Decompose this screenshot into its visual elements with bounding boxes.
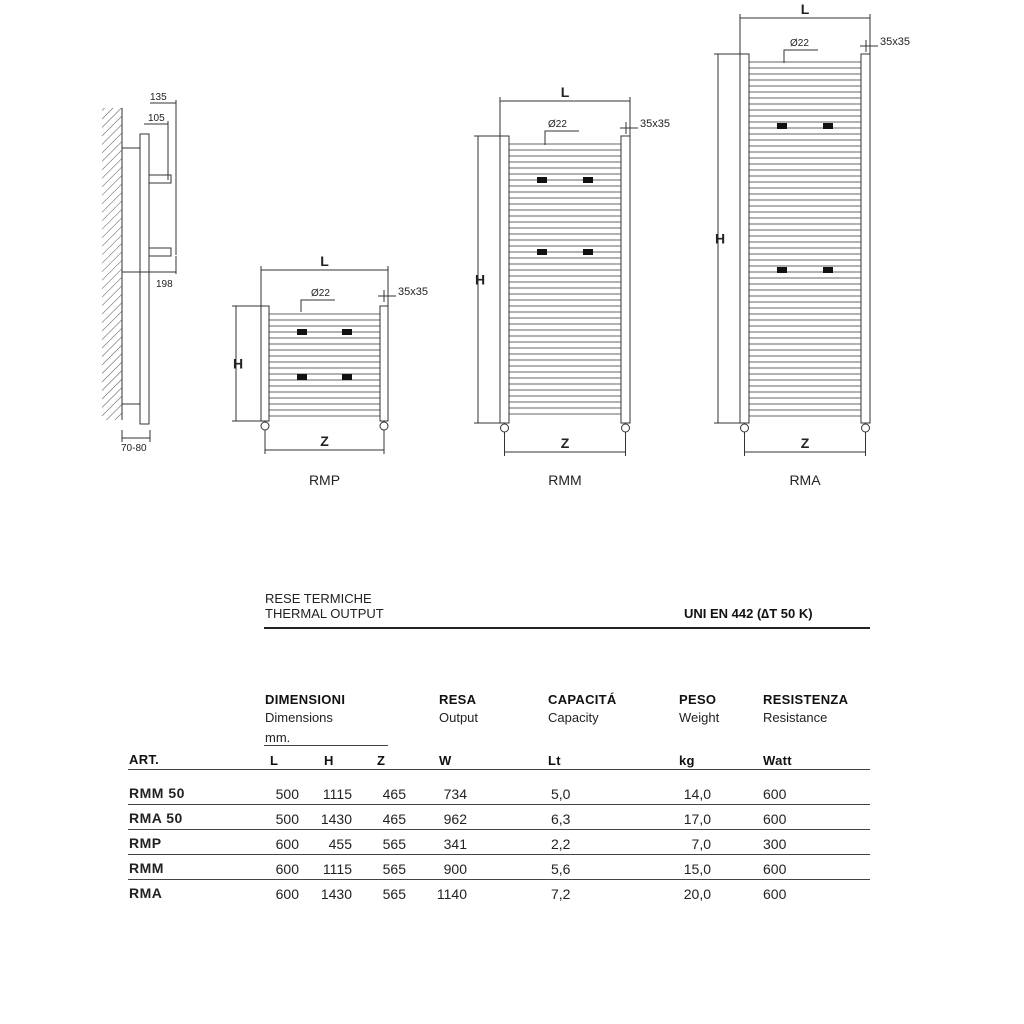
cell-art: RMP: [129, 835, 162, 851]
bracket-block: [583, 249, 593, 255]
col-resistenza: RESISTENZA: [763, 692, 849, 707]
title-rule: [264, 627, 870, 629]
cell-kg: 17,0: [683, 811, 711, 827]
dim-h-label: H: [474, 271, 486, 288]
wall-hatching: [102, 108, 122, 420]
cell-l: 500: [275, 811, 299, 827]
cell-w: 1140: [436, 886, 467, 902]
right-collector: [380, 306, 388, 421]
cell-art: RMM 50: [129, 785, 185, 801]
bracket-block: [823, 123, 833, 129]
dim-70-80-label: 70-80: [121, 443, 147, 454]
dim-z-label: Z: [800, 435, 810, 451]
cell-watt: 600: [763, 811, 787, 827]
col-peso: PESO: [679, 692, 717, 707]
unit-h: H: [324, 753, 334, 768]
cell-l: 500: [275, 786, 299, 802]
side-view: [102, 100, 176, 442]
cell-lt: 6,3: [551, 811, 571, 827]
cell-h: 1115: [322, 786, 352, 802]
unit-watt: Watt: [763, 753, 792, 768]
cell-z: 565: [382, 861, 406, 877]
cell-art: RMM: [129, 860, 164, 876]
valve-icon: [622, 424, 630, 432]
col-capacita: CAPACITÁ: [548, 692, 617, 707]
section-size-label: 35x35: [880, 36, 910, 48]
col-output-en: Output: [439, 710, 479, 725]
col-resistance-en: Resistance: [763, 710, 828, 725]
bracket-block: [297, 374, 307, 380]
col-weight-en: Weight: [679, 710, 720, 725]
cell-w: 962: [443, 811, 467, 827]
cell-z: 465: [382, 786, 406, 802]
cell-lt: 2,2: [551, 836, 571, 852]
dim-135-label: 135: [150, 92, 167, 103]
cell-l: 600: [275, 861, 299, 877]
left-collector: [500, 136, 509, 423]
radiator-rmm: [474, 97, 638, 456]
row-rule: [128, 879, 870, 880]
col-dimensioni: DIMENSIONI: [265, 692, 346, 707]
left-collector: [261, 306, 269, 421]
cell-watt: 600: [763, 861, 787, 877]
dim-105-label: 105: [148, 113, 165, 124]
right-collector: [621, 136, 630, 423]
cell-kg: 15,0: [683, 861, 711, 877]
standard-label: UNI EN 442 (∆T 50 K): [684, 606, 813, 621]
cell-h: 1430: [320, 811, 352, 827]
cell-l: 600: [275, 836, 299, 852]
unit-l: L: [270, 753, 279, 768]
tube-diameter-label: Ø22: [790, 38, 809, 49]
cell-h: 455: [328, 836, 352, 852]
dim-h-label: H: [714, 230, 726, 247]
cell-w: 900: [443, 861, 467, 877]
cell-kg: 7,0: [691, 836, 711, 852]
model-name-label: RMA: [789, 472, 821, 488]
cell-watt: 600: [763, 886, 787, 902]
header-rule: [128, 769, 870, 770]
bracket-block: [777, 267, 787, 273]
col-dimensions-en: Dimensions: [265, 710, 333, 725]
title-english: THERMAL OUTPUT: [265, 606, 384, 621]
section-size-label: 35x35: [398, 286, 428, 298]
unit-w: W: [439, 753, 452, 768]
valve-icon: [501, 424, 509, 432]
cell-watt: 600: [763, 786, 787, 802]
valve-icon: [261, 422, 269, 430]
bracket-block: [777, 123, 787, 129]
side-profile: [140, 134, 149, 424]
radiator-rma: [714, 14, 878, 456]
cell-kg: 14,0: [683, 786, 711, 802]
cell-art: RMA 50: [129, 810, 183, 826]
model-name-label: RMM: [548, 472, 582, 488]
cell-art: RMA: [129, 885, 163, 901]
cell-kg: 20,0: [683, 886, 711, 902]
dim-z-label: Z: [320, 433, 329, 449]
rail-bottom: [149, 248, 171, 256]
bracket-block: [823, 267, 833, 273]
cell-watt: 300: [763, 836, 787, 852]
dim-l-label: L: [560, 84, 570, 100]
row-rule: [128, 804, 870, 805]
tube-leader: [784, 50, 818, 63]
bracket-block: [537, 177, 547, 183]
cell-z: 565: [382, 836, 406, 852]
bracket-block: [583, 177, 593, 183]
cell-z: 565: [382, 886, 406, 902]
tube-diameter-label: Ø22: [311, 288, 330, 299]
col-dimensions-unit: mm.: [265, 730, 291, 745]
cell-h: 1115: [322, 861, 352, 877]
row-rule: [128, 854, 870, 855]
valve-icon: [380, 422, 388, 430]
valve-icon: [862, 424, 870, 432]
tube-leader: [301, 300, 335, 312]
bracket-block: [342, 329, 352, 335]
dim-h-label: H: [232, 355, 244, 372]
left-collector: [740, 54, 749, 423]
row-rule: [128, 829, 870, 830]
art-label: ART.: [129, 752, 160, 767]
cell-w: 734: [443, 786, 467, 802]
cell-h: 1430: [320, 886, 352, 902]
bracket-block: [342, 374, 352, 380]
tube-diameter-label: Ø22: [548, 119, 567, 130]
dim-l-label: L: [800, 1, 810, 17]
cell-lt: 5,0: [551, 786, 571, 802]
unit-kg: kg: [679, 753, 695, 768]
unit-lt: Lt: [548, 753, 561, 768]
valve-icon: [741, 424, 749, 432]
tube-leader: [545, 131, 579, 145]
col-capacity-en: Capacity: [548, 710, 599, 725]
dim-l-label: L: [320, 253, 329, 269]
dimensions-rule: [264, 745, 388, 746]
section-size-label: 35x35: [640, 118, 670, 130]
cell-lt: 7,2: [551, 886, 571, 902]
cell-l: 600: [275, 886, 299, 902]
dim-z-label: Z: [560, 435, 570, 451]
title-italian: RESE TERMICHE: [265, 591, 372, 606]
bracket-block: [297, 329, 307, 335]
unit-z: Z: [377, 753, 386, 768]
model-name-label: RMP: [308, 472, 341, 488]
dim-198-label: 198: [156, 279, 173, 290]
cell-z: 465: [382, 811, 406, 827]
cell-lt: 5,6: [551, 861, 571, 877]
bracket-block: [537, 249, 547, 255]
right-collector: [861, 54, 870, 423]
col-resa: RESA: [439, 692, 477, 707]
cell-w: 341: [443, 836, 467, 852]
